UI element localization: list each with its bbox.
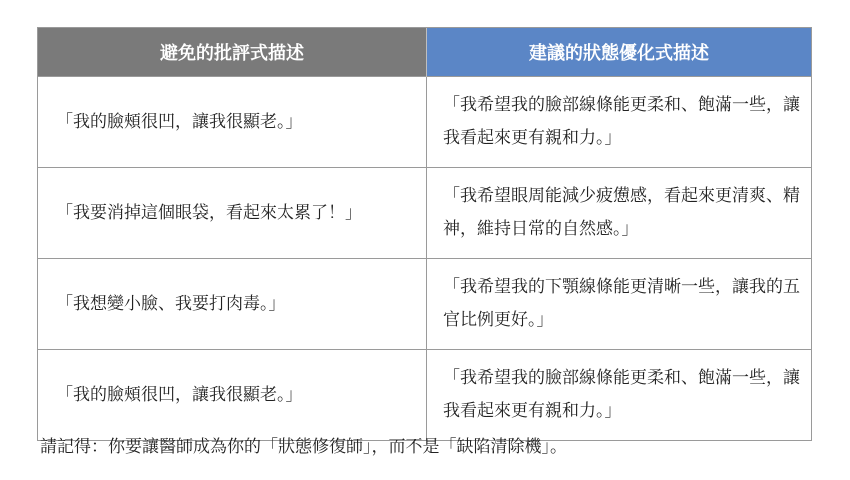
critical-description-cell: 「我想變小臉、我要打肉毒。」 <box>38 259 427 350</box>
header-suggested-optimized: 建議的狀態優化式描述 <box>427 28 812 77</box>
optimized-description-cell: 「我希望我的下顎線條能更清晰一些，讓我的五官比例更好。」 <box>427 259 812 350</box>
table-header-row <box>38 28 811 77</box>
critical-description-cell: 「我要消掉這個眼袋，看起來太累了！」 <box>38 168 427 259</box>
comparison-table <box>37 27 812 441</box>
table-row <box>38 77 811 168</box>
comparison-table-grid <box>38 28 811 440</box>
critical-description-cell: 「我的臉頰很凹，讓我很顯老。」 <box>38 350 427 441</box>
optimized-description-cell: 「我希望我的臉部線條能更柔和、飽滿一些，讓我看起來更有親和力。」 <box>427 77 812 168</box>
table-row <box>38 259 811 350</box>
optimized-description-cell: 「我希望我的臉部線條能更柔和、飽滿一些，讓我看起來更有親和力。」 <box>427 350 812 441</box>
table-row <box>38 168 811 259</box>
reminder-footnote: 請記得：你要讓醫師成為你的「狀態修復師」，而不是「缺陷清除機」。 <box>40 437 567 457</box>
optimized-description-cell: 「我希望眼周能減少疲憊感，看起來更清爽、精神，維持日常的自然感。」 <box>427 168 812 259</box>
table-row <box>38 350 811 441</box>
header-avoid-critical: 避免的批評式描述 <box>38 28 427 77</box>
critical-description-cell: 「我的臉頰很凹，讓我很顯老。」 <box>38 77 427 168</box>
